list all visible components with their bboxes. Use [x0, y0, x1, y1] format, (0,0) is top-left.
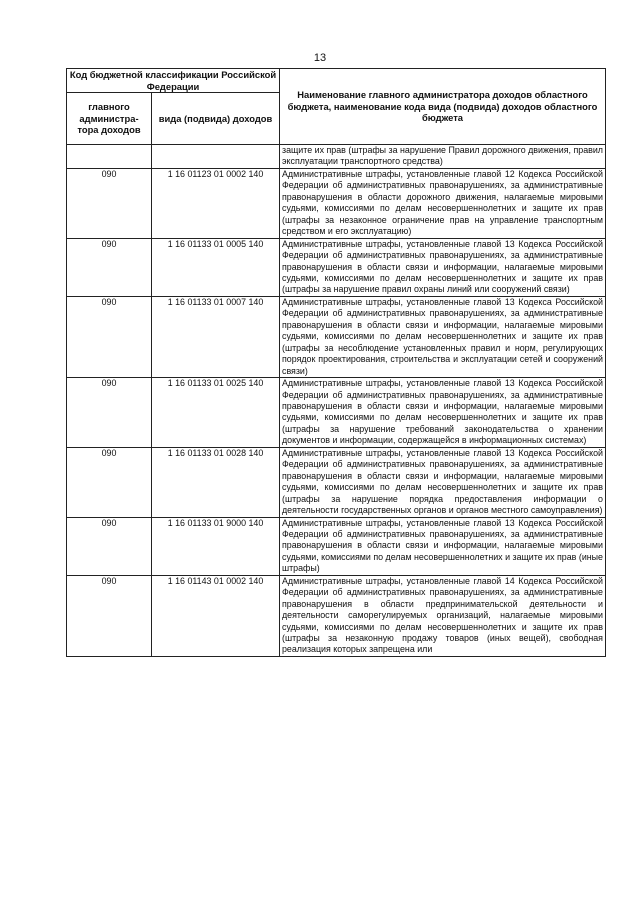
table-body	[67, 145, 606, 657]
table-row	[67, 238, 606, 296]
table-row	[67, 168, 606, 238]
cell-income-name: Административные штрафы, установленные главой 13 Кодекса Российской Федерации об административных правонарушениях, за административные правонарушения в области связи и информации, налагаемые мировыми судьями, комиссиями по делам несовершеннолетних и защите их прав (штрафы за нарушение порядка предоставления информации о деятельности государственных органов и органов местного самоуправления)	[280, 447, 606, 517]
table-row	[67, 145, 606, 169]
cell-income-name: защите их прав (штрафы за нарушение Правил дорожного движения, правил эксплуатации транспортного средства)	[280, 145, 606, 169]
budget-classification-table	[66, 68, 606, 657]
table-header	[67, 69, 606, 145]
cell-chief-admin-code: 090	[67, 168, 152, 238]
table-row	[67, 447, 606, 517]
cell-income-name: Административные штрафы, установленные главой 13 Кодекса Российской Федерации об административных правонарушениях, за административные правонарушения в области связи и информации, налагаемые мировыми судьями, комиссиями по делам несовершеннолетних и защите их прав (штрафы за нарушение правил охраны линий или сооружений связи)	[280, 238, 606, 296]
header-kbk: Код бюджетной классификации Российской Федерации	[67, 69, 280, 93]
table-row	[67, 296, 606, 377]
cell-income-name: Административные штрафы, установленные главой 14 Кодекса Российской Федерации об административных правонарушениях, за административные правонарушения в области предпринимательской деятельности и деятельности саморегулируемых организаций, налагаемые мировыми судьями, комиссиями по делам несовершеннолетних и защите их прав (штрафы за незаконную продажу товаров (иных вещей), свободная реализация которых запрещена или	[280, 575, 606, 656]
header-income-kind: вида (подвида) доходов	[152, 93, 280, 145]
cell-income-name: Административные штрафы, установленные главой 13 Кодекса Российской Федерации об административных правонарушениях, за административные правонарушения в области связи и информации, налагаемые мировыми судьями, комиссиями по делам несовершеннолетних и защите их прав (штрафы за несоблюдение установленных правил и норм, регулирующих порядок проектирования, строительства и эксплуатации сетей и сооружений связи)	[280, 296, 606, 377]
cell-income-name: Административные штрафы, установленные главой 13 Кодекса Российской Федерации об административных правонарушениях, за административные правонарушения в области связи и информации, налагаемые мировыми судьями, комиссиями по делам несовершеннолетних и защите их прав (иные штрафы)	[280, 517, 606, 575]
cell-income-code: 1 16 01143 01 0002 140	[152, 575, 280, 656]
cell-income-code	[152, 145, 280, 169]
cell-chief-admin-code	[67, 145, 152, 169]
cell-income-code: 1 16 01133 01 0005 140	[152, 238, 280, 296]
table-row	[67, 378, 606, 448]
cell-income-code: 1 16 01133 01 0007 140	[152, 296, 280, 377]
cell-chief-admin-code: 090	[67, 447, 152, 517]
cell-chief-admin-code: 090	[67, 296, 152, 377]
cell-chief-admin-code: 090	[67, 575, 152, 656]
cell-chief-admin-code: 090	[67, 517, 152, 575]
cell-income-name: Административные штрафы, установленные главой 13 Кодекса Российской Федерации об административных правонарушениях, за административные правонарушения в области связи и информации, налагаемые мировыми судьями, комиссиями по делам несовершеннолетних и защите их прав (штрафы за нарушение требований законодательства о хранении документов и информации, содержащейся в информационных системах)	[280, 378, 606, 448]
cell-income-name: Административные штрафы, установленные главой 12 Кодекса Российской Федерации об административных правонарушениях, за административные правонарушения в области дорожного движения, налагаемые мировыми судьями, комиссиями по делам несовершеннолетних и защите их прав (штрафы за незаконное ограничение прав на управление транспортным средством и его эксплуатацию)	[280, 168, 606, 238]
cell-income-code: 1 16 01133 01 9000 140	[152, 517, 280, 575]
table-row	[67, 575, 606, 656]
cell-income-code: 1 16 01133 01 0028 140	[152, 447, 280, 517]
cell-chief-admin-code: 090	[67, 378, 152, 448]
header-name: Наименование главного администратора доходов областного бюджета, наименование кода вида (подвида) доходов областного бюджета	[280, 69, 606, 145]
cell-income-code: 1 16 01123 01 0002 140	[152, 168, 280, 238]
header-chief-admin: главного администра-тора доходов	[67, 93, 152, 145]
table-row	[67, 517, 606, 575]
cell-chief-admin-code: 090	[67, 238, 152, 296]
cell-income-code: 1 16 01133 01 0025 140	[152, 378, 280, 448]
page-number: 13	[313, 52, 327, 64]
